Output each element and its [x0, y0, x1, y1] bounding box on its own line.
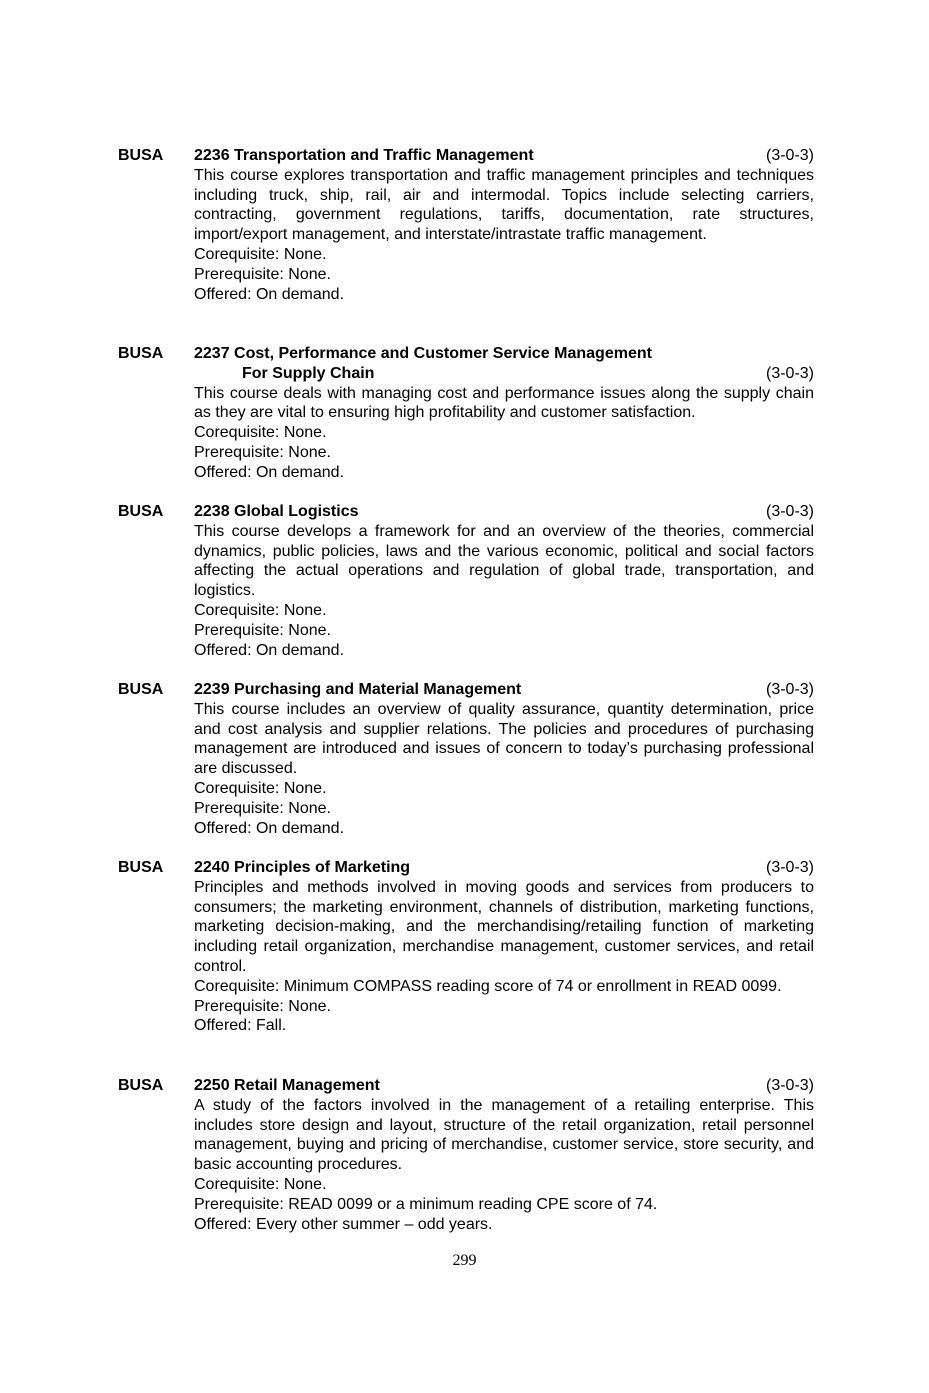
course-credits: (3-0-3): [765, 1077, 814, 1094]
course-title-continued: For Supply Chain: [242, 364, 375, 382]
course-prerequisite: Prerequisite: None.: [194, 443, 331, 461]
page-number: 299: [452, 1252, 477, 1269]
course-subject: BUSA: [118, 1077, 164, 1094]
course-prerequisite: Prerequisite: None.: [194, 265, 331, 283]
course-offered: Offered: On demand.: [194, 641, 345, 659]
course-description: This course includes an overview of quality assurance, quantity determination, price and cost analysis and supplier relations. The policies and procedures of purchasing management are introduced and issues of concern to today’s purchasing professional are discussed.: [194, 700, 814, 778]
course-title: 2238 Global Logistics: [194, 503, 359, 520]
course-title: 2239 Purchasing and Material Management: [194, 681, 522, 698]
course-body: [194, 344, 814, 483]
course-credits: (3-0-3): [765, 859, 814, 876]
course-corequisite: Corequisite: None.: [194, 1175, 327, 1193]
course-corequisite: Corequisite: None.: [194, 245, 327, 263]
course-offered: Offered: Every other summer – odd years.: [194, 1215, 493, 1233]
course-title-line: [194, 502, 814, 522]
course-credits: (3-0-3): [765, 503, 814, 520]
course-body: [194, 858, 814, 1036]
course-offered: Offered: Fall.: [194, 1017, 287, 1035]
course-corequisite: Corequisite: None.: [194, 424, 327, 442]
course-title-line: [194, 1076, 814, 1096]
course-corequisite: Corequisite: None.: [194, 779, 327, 797]
course-description: This course explores transportation and traffic management principles and techniques including truck, ship, rail, air and intermodal. Topics include selecting carriers, contracting, government regulations, tariffs, documentation, rate structures, import/export management, and interstate/intrastate traffic management.: [194, 166, 814, 244]
course-description: A study of the factors involved in the management of a retailing enterprise. This includes store design and layout, structure of the retail organization, retail personnel management, buying and pricing of merchandise, customer service, store security, and basic accounting procedures.: [194, 1096, 814, 1174]
course-prerequisite: Prerequisite: None.: [194, 799, 331, 817]
course-prerequisite: Prerequisite: None.: [194, 997, 331, 1015]
course-subject: BUSA: [118, 147, 164, 164]
course-prerequisite: Prerequisite: None.: [194, 621, 331, 639]
course-description: This course develops a framework for and an overview of the theories, commercial dynamics, public policies, laws and the various economic, political and social factors affecting the actual operations and regulation of global trade, transportation, and logistics.: [194, 522, 814, 600]
course-body: [194, 680, 814, 838]
course-title: 2237 Cost, Performance and Customer Service Management: [194, 345, 652, 362]
course-subject: BUSA: [118, 681, 164, 698]
course-subject: BUSA: [118, 345, 164, 362]
course-body: [194, 502, 814, 660]
course-body: [194, 1076, 814, 1234]
course-title-continued-line: [194, 364, 814, 384]
course-prerequisite: Prerequisite: READ 0099 or a minimum reading CPE score of 74.: [194, 1195, 658, 1213]
course-offered: Offered: On demand.: [194, 819, 345, 837]
course-description: This course deals with managing cost and performance issues along the supply chain as they are vital to ensuring high profitability and customer satisfaction.: [194, 384, 814, 422]
course-description: Principles and methods involved in moving goods and services from producers to consumers; the marketing environment, channels of distribution, marketing functions, marketing decision-making, and the merchandising/retailing function of marketing including retail organization, merchandise management, customer services, and retail control.: [194, 878, 814, 975]
course-credits: (3-0-3): [765, 681, 814, 698]
course-title-line: [194, 146, 814, 166]
course-title-line: [194, 344, 814, 364]
course-subject: BUSA: [118, 503, 164, 520]
course-offered: Offered: On demand.: [194, 463, 345, 481]
course-title: 2236 Transportation and Traffic Management: [194, 147, 534, 164]
course-title-line: [194, 858, 814, 878]
course-subject: BUSA: [118, 859, 164, 876]
course-corequisite: Corequisite: Minimum COMPASS reading score of 74 or enrollment in READ 0099.: [194, 977, 782, 995]
course-title: 2240 Principles of Marketing: [194, 859, 411, 876]
course-title-line: [194, 680, 814, 700]
course-offered: Offered: On demand.: [194, 285, 345, 303]
course-body: [194, 146, 814, 304]
course-credits: (3-0-3): [765, 364, 814, 382]
course-credits: (3-0-3): [765, 147, 814, 164]
course-corequisite: Corequisite: None.: [194, 601, 327, 619]
course-title: 2250 Retail Management: [194, 1077, 380, 1094]
